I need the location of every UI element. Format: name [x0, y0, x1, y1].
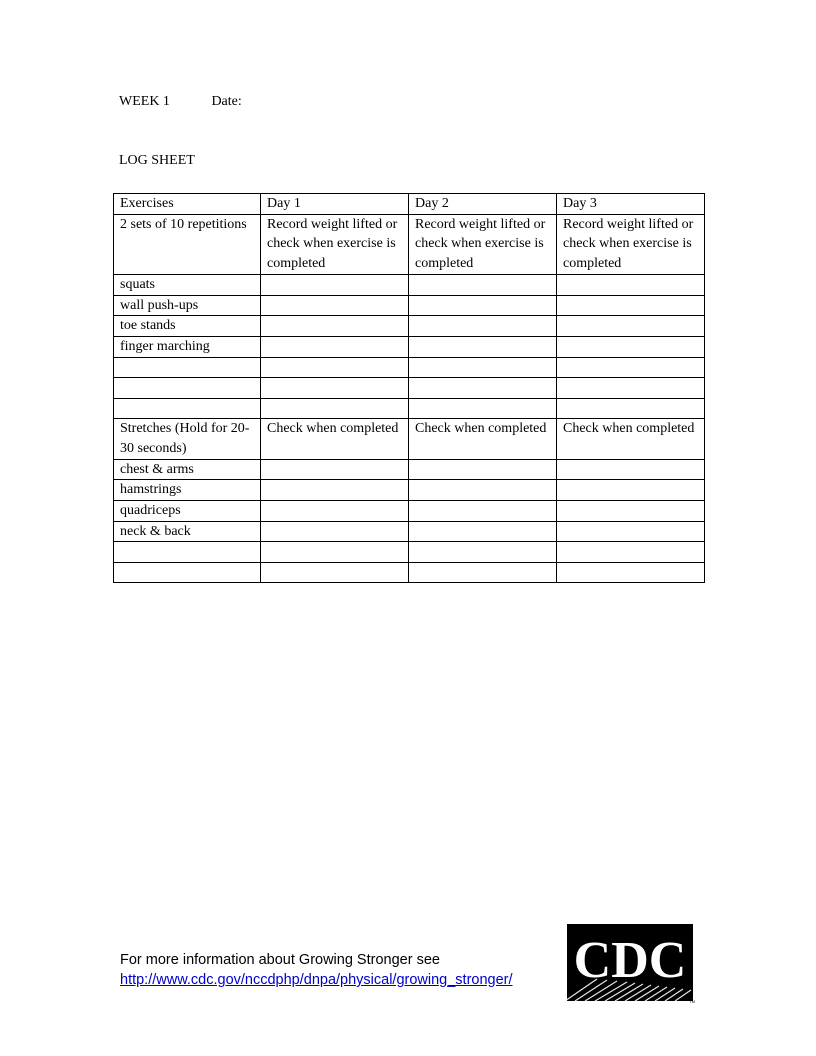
stretch-instruction: Stretches (Hold for 20-30 seconds) [114, 419, 261, 459]
cdc-logo-text: CDC [573, 932, 687, 989]
day-1-cell[interactable] [261, 398, 409, 419]
day-2-instruction: Check when completed [409, 419, 557, 459]
day-3-cell[interactable] [557, 459, 705, 480]
log-table [113, 193, 705, 583]
day-2-cell[interactable] [409, 295, 557, 316]
cdc-logo-icon [567, 924, 697, 1004]
day-2-cell[interactable] [409, 398, 557, 419]
table-header-row [114, 194, 705, 215]
exercise-name: finger marching [114, 336, 261, 357]
stretch-name: chest & arms [114, 459, 261, 480]
day-2-cell[interactable] [409, 562, 557, 583]
day-1-cell[interactable] [261, 336, 409, 357]
stretch-name[interactable] [114, 562, 261, 583]
stretch-name: hamstrings [114, 480, 261, 501]
table-row [114, 500, 705, 521]
exercise-name[interactable] [114, 378, 261, 399]
day-3-cell[interactable] [557, 295, 705, 316]
week-label: WEEK 1 [119, 94, 170, 109]
header-exercises: Exercises [114, 194, 261, 215]
table-row [114, 316, 705, 337]
stretch-name[interactable] [114, 542, 261, 563]
day-1-cell[interactable] [261, 521, 409, 542]
day-2-cell[interactable] [409, 500, 557, 521]
exercise-name: squats [114, 274, 261, 295]
day-3-cell[interactable] [557, 521, 705, 542]
exercise-name[interactable] [114, 398, 261, 419]
day-3-cell[interactable] [557, 274, 705, 295]
day-2-cell[interactable] [409, 357, 557, 378]
day-2-cell[interactable] [409, 316, 557, 337]
day-1-cell[interactable] [261, 542, 409, 563]
header-day-2: Day 2 [409, 194, 557, 215]
table-row [114, 274, 705, 295]
exercise-instruction-row [114, 214, 705, 274]
table-row [114, 562, 705, 583]
table-row [114, 357, 705, 378]
footer [120, 950, 513, 990]
day-2-cell[interactable] [409, 459, 557, 480]
exercise-name: wall push-ups [114, 295, 261, 316]
day-3-cell[interactable] [557, 480, 705, 501]
header-day-3: Day 3 [557, 194, 705, 215]
footer-text: For more information about Growing Stronger see [120, 952, 440, 968]
day-1-cell[interactable] [261, 562, 409, 583]
table-row [114, 480, 705, 501]
day-2-cell[interactable] [409, 378, 557, 399]
day-3-instruction: Record weight lifted or check when exercise is completed [557, 214, 705, 274]
growing-stronger-link[interactable]: http://www.cdc.gov/nccdphp/dnpa/physical/growing_stronger/ [120, 972, 513, 988]
day-3-cell[interactable] [557, 398, 705, 419]
day-2-cell[interactable] [409, 542, 557, 563]
table-row [114, 459, 705, 480]
stretch-instruction-row [114, 419, 705, 459]
svg-text:TM: TM [689, 999, 695, 1004]
exercise-name[interactable] [114, 357, 261, 378]
day-3-cell[interactable] [557, 378, 705, 399]
day-1-cell[interactable] [261, 357, 409, 378]
day-1-cell[interactable] [261, 274, 409, 295]
day-2-cell[interactable] [409, 480, 557, 501]
day-3-cell[interactable] [557, 562, 705, 583]
table-row [114, 378, 705, 399]
day-1-cell[interactable] [261, 500, 409, 521]
day-1-cell[interactable] [261, 459, 409, 480]
log-sheet-title: LOG SHEET [119, 153, 195, 168]
day-3-cell[interactable] [557, 316, 705, 337]
day-1-cell[interactable] [261, 295, 409, 316]
day-2-instruction: Record weight lifted or check when exercise is completed [409, 214, 557, 274]
header-day-1: Day 1 [261, 194, 409, 215]
day-1-cell[interactable] [261, 378, 409, 399]
table-row [114, 295, 705, 316]
day-2-cell[interactable] [409, 336, 557, 357]
exercise-instruction: 2 sets of 10 repetitions [114, 214, 261, 274]
table-row [114, 542, 705, 563]
day-2-cell[interactable] [409, 521, 557, 542]
table-row [114, 521, 705, 542]
day-3-instruction: Check when completed [557, 419, 705, 459]
exercise-name: toe stands [114, 316, 261, 337]
day-3-cell[interactable] [557, 357, 705, 378]
day-3-cell[interactable] [557, 336, 705, 357]
week-header [119, 94, 242, 110]
day-2-cell[interactable] [409, 274, 557, 295]
table-row [114, 336, 705, 357]
day-3-cell[interactable] [557, 500, 705, 521]
day-1-cell[interactable] [261, 316, 409, 337]
day-1-instruction: Check when completed [261, 419, 409, 459]
stretch-name: quadriceps [114, 500, 261, 521]
date-label: Date: [211, 94, 242, 109]
table-row [114, 398, 705, 419]
day-1-cell[interactable] [261, 480, 409, 501]
day-1-instruction: Record weight lifted or check when exercise is completed [261, 214, 409, 274]
stretch-name: neck & back [114, 521, 261, 542]
day-3-cell[interactable] [557, 542, 705, 563]
